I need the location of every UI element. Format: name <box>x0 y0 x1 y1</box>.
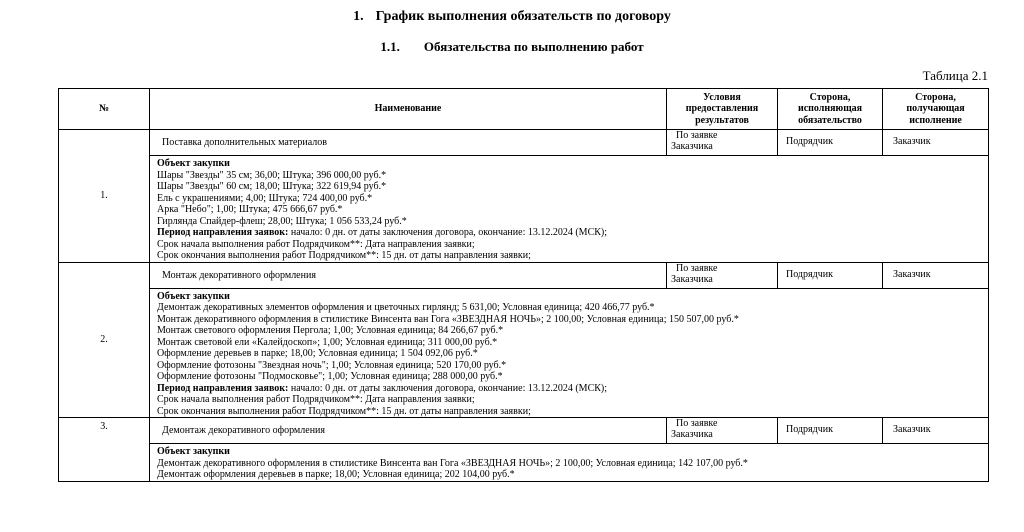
table-row <box>59 130 989 156</box>
row-conditions: По заявке Заказчика <box>667 418 778 444</box>
row-conditions: По заявке Заказчика <box>667 262 778 288</box>
row-number: 1. <box>59 130 150 263</box>
section-heading <box>0 9 1024 25</box>
obligations-table <box>58 88 989 482</box>
row-receiver: Заказчик <box>883 262 989 288</box>
row-receiver: Заказчик <box>883 130 989 156</box>
subsection-title: Обязательства по выполнению работ <box>423 39 644 54</box>
col-header-executor: Сторона, исполняющая обязательство <box>778 89 883 130</box>
table-row-detail <box>59 156 989 263</box>
subsection-heading <box>0 39 1024 55</box>
table-row-detail <box>59 288 989 418</box>
row-number: 2. <box>59 262 150 418</box>
col-header-name: Наименование <box>150 89 667 130</box>
row-detail: Объект закупки Шары "Звезды" 35 см; 36,00; Штука; 396 000,00 руб.* Шары "Звезды" 60 см; 18,00; Штука; 322 619,94 руб.* Ель с украшениями; 4,00; Штука; 724 400,00 руб.* Арка "Небо"; 1,00; Штука; 475 666,67 руб.* Гирлянда Спайдер-флеш; 28,00; Штука; 1 056 533,24 руб.* Период направления заявок: начало: 0 дн. от даты заключения договора, окончание: 13.12.2024 (МСК); Срок начала выполнения работ Подрядчиком**: Дата направления заявки; Срок окончания выполнения работ Подрядчиком**: 15 дн. от даты направления заявки; <box>150 156 989 263</box>
row-executor: Подрядчик <box>778 262 883 288</box>
row-name: Монтаж декоративного оформления <box>150 262 667 288</box>
row-receiver: Заказчик <box>883 418 989 444</box>
col-header-num: № <box>59 89 150 130</box>
row-conditions: По заявке Заказчика <box>667 130 778 156</box>
row-executor: Подрядчик <box>778 418 883 444</box>
table-row <box>59 418 989 444</box>
row-number: 3. <box>59 418 150 482</box>
row-name: Поставка дополнительных материалов <box>150 130 667 156</box>
table-row <box>59 262 989 288</box>
table-row-detail <box>59 444 989 482</box>
subsection-number: 1.1. <box>380 39 400 54</box>
table-header-row <box>59 89 989 130</box>
row-executor: Подрядчик <box>778 130 883 156</box>
col-header-receiver: Сторона, получающая исполнение <box>883 89 989 130</box>
row-detail: Объект закупки Демонтаж декоративного оформления в стилистике Винсента ван Гога «ЗВЕЗДНАЯ НОЧЬ»; 2 100,00; Условная единица; 142 107,00 руб.* Демонтаж оформления деревьев в парке; 18,00; Условная единица; 202 104,00 руб.* <box>150 444 989 482</box>
row-detail: Объект закупки Демонтаж декоративных элементов оформления и цветочных гирлянд; 5 631,00; Условная единица; 420 466,77 руб.* Монтаж декоративного оформления в стилистике Винсента ван Гога «ЗВЕЗДНАЯ НОЧЬ»; 2 100,00; Условная единица; 150 507,00 руб.* Монтаж светового оформления Пергола; 1,00; Условная единица; 84 266,67 руб.* Монтаж световой ели «Калейдоскоп»; 1,00; Условная единица; 311 000,00 руб.* Оформление деревьев в парке; 18,00; Условная единица; 1 504 092,06 руб.* Оформление фотозоны "Звездная ночь"; 1,00; Условная единица; 520 170,00 руб.* Оформление фотозоны "Подмосковье"; 1,00; Условная единица; 288 000,00 руб.* Период направления заявок: начало: 0 дн. от даты заключения договора, окончание: 13.12.2024 (МСК); Срок начала выполнения работ Подрядчиком**: Дата направления заявки; Срок окончания выполнения работ Подрядчиком**: 15 дн. от даты направления заявки; <box>150 288 989 418</box>
row-name: Демонтаж декоративного оформления <box>150 418 667 444</box>
section-number: 1. <box>353 9 364 24</box>
col-header-conditions: Условия предоставления результатов <box>667 89 778 130</box>
table-number: Таблица 2.1 <box>922 68 988 83</box>
section-title: График выполнения обязательств по договору <box>375 9 671 24</box>
